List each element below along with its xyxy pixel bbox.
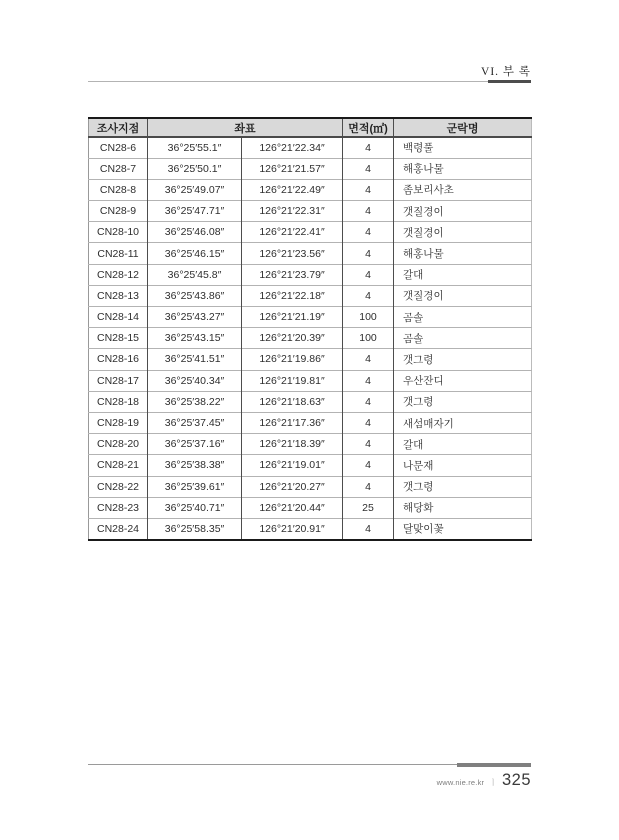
cell-longitude: 126°21′20.27″ — [242, 476, 343, 497]
cell-site-id: CN28-10 — [89, 222, 148, 243]
cell-area: 4 — [343, 201, 394, 222]
cell-area: 100 — [343, 307, 394, 328]
table-header — [89, 118, 532, 137]
cell-latitude: 36°25′45.8″ — [148, 264, 242, 285]
cell-latitude: 36°25′46.15″ — [148, 243, 242, 264]
table-body — [89, 137, 532, 540]
cell-longitude: 126°21′19.01″ — [242, 455, 343, 476]
table-row — [89, 412, 532, 433]
cell-site-id: CN28-18 — [89, 391, 148, 412]
cell-site-id: CN28-16 — [89, 349, 148, 370]
cell-area: 4 — [343, 222, 394, 243]
cell-community-name: 나문재 — [394, 455, 532, 476]
cell-area: 4 — [343, 243, 394, 264]
cell-community-name: 해홍나물 — [394, 158, 532, 179]
table-row — [89, 370, 532, 391]
cell-community-name: 좀보리사초 — [394, 179, 532, 200]
survey-table — [88, 117, 532, 541]
cell-site-id: CN28-21 — [89, 455, 148, 476]
cell-longitude: 126°21′21.57″ — [242, 158, 343, 179]
cell-area: 4 — [343, 518, 394, 539]
cell-area: 4 — [343, 158, 394, 179]
cell-community-name: 해홍나물 — [394, 243, 532, 264]
cell-area: 4 — [343, 476, 394, 497]
cell-area: 4 — [343, 370, 394, 391]
cell-longitude: 126°21′18.63″ — [242, 391, 343, 412]
cell-community-name: 갯질경이 — [394, 201, 532, 222]
cell-latitude: 36°25′38.22″ — [148, 391, 242, 412]
footer-rule-accent — [457, 763, 531, 767]
cell-area: 4 — [343, 412, 394, 433]
cell-latitude: 36°25′37.16″ — [148, 434, 242, 455]
cell-site-id: CN28-11 — [89, 243, 148, 264]
cell-community-name: 새섬매자기 — [394, 412, 532, 433]
cell-site-id: CN28-13 — [89, 285, 148, 306]
cell-community-name: 갯그령 — [394, 349, 532, 370]
cell-site-id: CN28-15 — [89, 328, 148, 349]
table-row — [89, 158, 532, 179]
cell-community-name: 백령풀 — [394, 137, 532, 158]
table-row — [89, 201, 532, 222]
cell-longitude: 126°21′22.49″ — [242, 179, 343, 200]
cell-community-name: 갈대 — [394, 264, 532, 285]
table-row — [89, 222, 532, 243]
cell-community-name: 곰솔 — [394, 307, 532, 328]
cell-longitude: 126°21′23.56″ — [242, 243, 343, 264]
col-header-coords: 좌표 — [148, 118, 343, 137]
header-rule-accent — [488, 80, 531, 83]
cell-community-name: 갯그령 — [394, 391, 532, 412]
cell-longitude: 126°21′17.36″ — [242, 412, 343, 433]
table-row — [89, 455, 532, 476]
header-rule — [88, 81, 531, 82]
table-row — [89, 434, 532, 455]
table-row — [89, 285, 532, 306]
table-row — [89, 264, 532, 285]
section-title: VI. 부 록 — [481, 66, 531, 78]
cell-area: 100 — [343, 328, 394, 349]
cell-latitude: 36°25′40.34″ — [148, 370, 242, 391]
cell-longitude: 126°21′23.79″ — [242, 264, 343, 285]
cell-latitude: 36°25′43.27″ — [148, 307, 242, 328]
table-header-row — [89, 118, 532, 137]
cell-site-id: CN28-23 — [89, 497, 148, 518]
col-header-site: 조사지점 — [89, 118, 148, 137]
cell-latitude: 36°25′47.71″ — [148, 201, 242, 222]
cell-site-id: CN28-8 — [89, 179, 148, 200]
cell-site-id: CN28-20 — [89, 434, 148, 455]
cell-latitude: 36°25′41.51″ — [148, 349, 242, 370]
footer-site-url: www.nie.re.kr — [436, 778, 485, 787]
cell-site-id: CN28-17 — [89, 370, 148, 391]
table-row — [89, 243, 532, 264]
cell-area: 4 — [343, 455, 394, 476]
table-row — [89, 349, 532, 370]
cell-community-name: 갯질경이 — [394, 285, 532, 306]
cell-longitude: 126°21′18.39″ — [242, 434, 343, 455]
cell-community-name: 갯질경이 — [394, 222, 532, 243]
cell-area: 4 — [343, 391, 394, 412]
cell-latitude: 36°25′49.07″ — [148, 179, 242, 200]
cell-site-id: CN28-22 — [89, 476, 148, 497]
table-row — [89, 497, 532, 518]
cell-area: 4 — [343, 264, 394, 285]
footer — [437, 771, 531, 790]
col-header-community: 군락명 — [394, 118, 532, 137]
cell-community-name: 갈대 — [394, 434, 532, 455]
table-row — [89, 179, 532, 200]
cell-latitude: 36°25′50.1″ — [148, 158, 242, 179]
footer-page-number: 325 — [501, 771, 531, 789]
cell-latitude: 36°25′40.71″ — [148, 497, 242, 518]
cell-latitude: 36°25′43.86″ — [148, 285, 242, 306]
cell-latitude: 36°25′39.61″ — [148, 476, 242, 497]
table-row — [89, 307, 532, 328]
cell-area: 4 — [343, 137, 394, 158]
cell-latitude: 36°25′46.08″ — [148, 222, 242, 243]
cell-longitude: 126°21′20.91″ — [242, 518, 343, 539]
table-row — [89, 328, 532, 349]
cell-longitude: 126°21′20.39″ — [242, 328, 343, 349]
cell-area: 4 — [343, 285, 394, 306]
cell-area: 4 — [343, 179, 394, 200]
cell-longitude: 126°21′19.81″ — [242, 370, 343, 391]
cell-site-id: CN28-7 — [89, 158, 148, 179]
cell-longitude: 126°21′22.34″ — [242, 137, 343, 158]
cell-site-id: CN28-24 — [89, 518, 148, 539]
cell-site-id: CN28-19 — [89, 412, 148, 433]
cell-longitude: 126°21′21.19″ — [242, 307, 343, 328]
cell-longitude: 126°21′22.18″ — [242, 285, 343, 306]
table-row — [89, 518, 532, 539]
cell-longitude: 126°21′20.44″ — [242, 497, 343, 518]
cell-latitude: 36°25′58.35″ — [148, 518, 242, 539]
cell-site-id: CN28-12 — [89, 264, 148, 285]
cell-area: 4 — [343, 434, 394, 455]
cell-community-name: 해당화 — [394, 497, 532, 518]
cell-latitude: 36°25′38.38″ — [148, 455, 242, 476]
table-row — [89, 137, 532, 158]
cell-community-name: 우산잔디 — [394, 370, 532, 391]
cell-longitude: 126°21′19.86″ — [242, 349, 343, 370]
cell-area: 25 — [343, 497, 394, 518]
cell-latitude: 36°25′37.45″ — [148, 412, 242, 433]
col-header-area: 면적(㎡) — [343, 118, 394, 137]
cell-community-name: 곰솔 — [394, 328, 532, 349]
cell-longitude: 126°21′22.31″ — [242, 201, 343, 222]
table-row — [89, 476, 532, 497]
cell-community-name: 갯그령 — [394, 476, 532, 497]
cell-latitude: 36°25′43.15″ — [148, 328, 242, 349]
cell-site-id: CN28-14 — [89, 307, 148, 328]
cell-site-id: CN28-6 — [89, 137, 148, 158]
footer-separator: ㅣ — [489, 778, 497, 787]
table-row — [89, 391, 532, 412]
cell-site-id: CN28-9 — [89, 201, 148, 222]
cell-area: 4 — [343, 349, 394, 370]
cell-latitude: 36°25′55.1″ — [148, 137, 242, 158]
cell-community-name: 달맞이꽃 — [394, 518, 532, 539]
cell-longitude: 126°21′22.41″ — [242, 222, 343, 243]
